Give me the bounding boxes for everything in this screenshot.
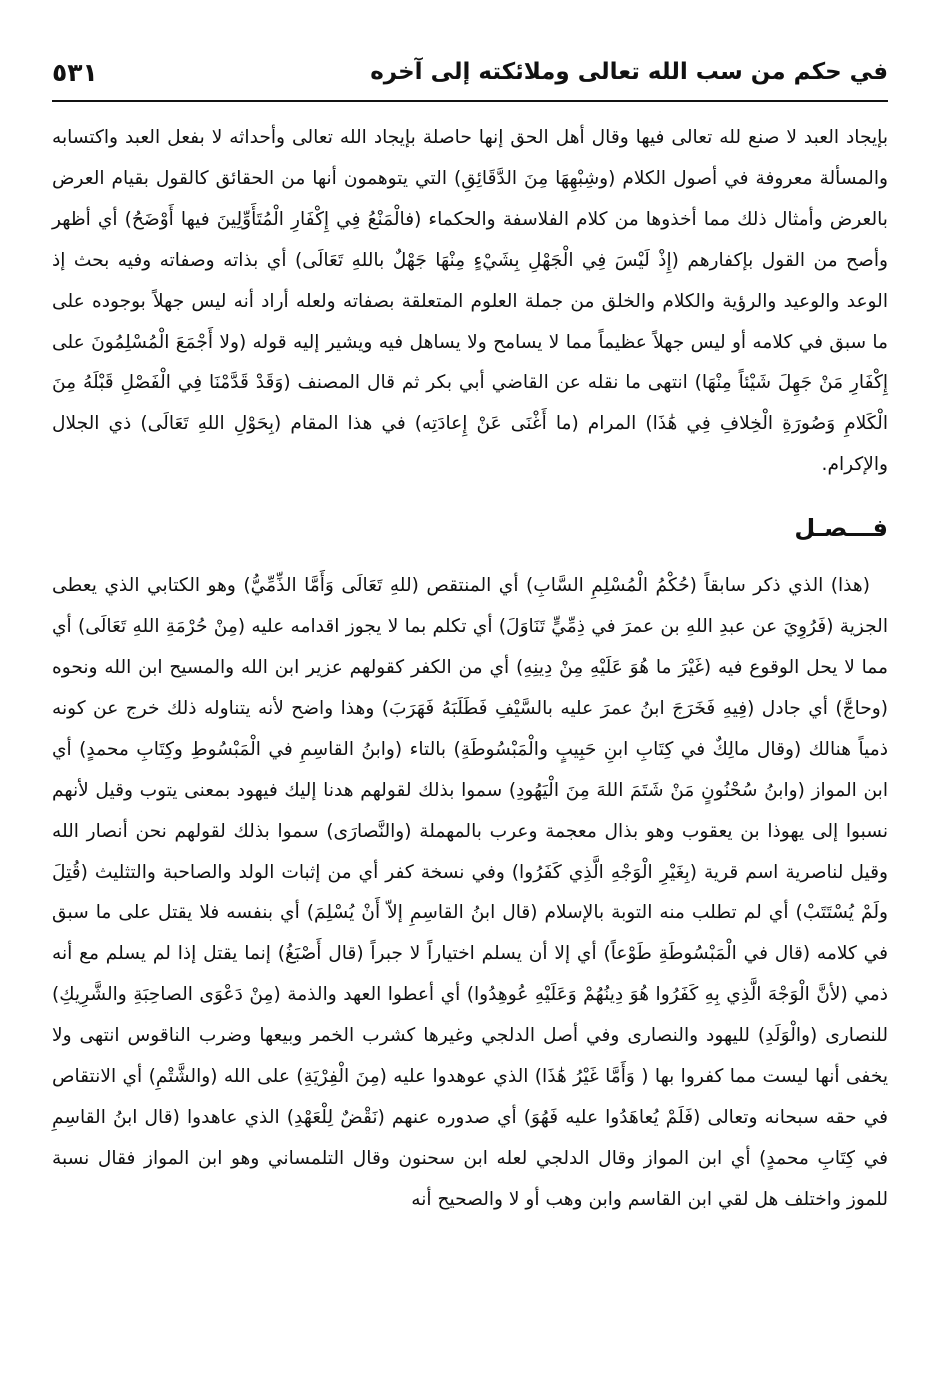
running-title: في حكم من سب الله تعالى وملائكته إلى آخره <box>370 59 888 85</box>
header-divider <box>52 100 888 102</box>
page-header <box>52 46 888 98</box>
page-number: ٥٣١ <box>52 57 98 87</box>
paragraph-2: (هذا) الذي ذكر سابقاً (حُكْمُ الْمُسْلِمِ السَّابِ) أي المنتقص (للهِ تَعَالَى وَأَمَّا الذِّمِّيُّ) وهو الكتابي الذي يعطى الجزية (فَرُوِيَ عن عبدِ اللهِ بن عمرَ في ذِمِّيٍّ تَنَاوَلَ) أي تكلم بما لا يجوز اقدامه عليه (مِنْ حُرْمَةِ اللهِ تَعَالَى) أي مما لا يحل الوقوع فيه (غَيْرَ ما هُوَ عَلَيْهِ مِنْ دِينِهِ) أي من الكفر كقولهم عزير ابن الله والمسيح ابن الله ونحوه (وحاجَّ) أي جادل (فِيهِ فَخَرَجَ ابنُ عمرَ عليه بالسَّيْفِ فَطَلَبَهُ فَهَرَبَ) وهذا واضح لأنه يتناوله ذلك خرج عن كونه ذمياً هنالك (وقال مالِكٌ في كِتَابِ ابنِ حَبِيبٍ والْمَبْسُوطَةِ) بالتاء (وابنُ القاسِمِ في الْمَبْسُوطِ وكِتَابِ محمدٍ) أي ابن المواز (وابنُ سُحْنُونٍ مَنْ شَتَمَ اللهَ مِنَ الْيَهُودِ) سموا بذلك لقولهم هدنا إليك فيهود بمعنى يتوب وقيل لأنهم نسبوا إلى يهوذا بن يعقوب وهو بذال معجمة وعرب بالمهملة (والنَّصارَى) سموا بذلك لقولهم نحن أنصار الله وقيل لناصرية اسم قرية (بِغَيْرِ الْوَجْهِ الَّذِي كَفَرُوا) وفي نسخة كفر أي من إثبات الولد والصاحبة والتثليث (قُتِلَ ولَمْ يُسْتَتَبْ) أي لم تطلب منه التوبة بالإسلام (قال ابنُ القاسِمِ إلاّ أَنْ يُسْلِمَ) أي بنفسه فلا يقتل على ما سبق في كلامه (قال في الْمَبْسُوطَةِ طَوْعاً) أي إلا أن يسلم اختياراً لا جبراً (قال أَصْبَغُ) إنما يقتل إذا لم يسلم مع أنه ذمي (لأنَّ الْوَجْهَ الَّذِي بِهِ كَفَرُوا هُوَ دِينُهُمْ وَعَلَيْهِ عُوهِدُوا) أي أعطوا العهد والذمة (مِنْ دَعْوَى الصاحِبَةِ والشَّرِيكِ) للنصارى (والْوَلَدِ) لليهود والنصارى وفي أصل الدلجي وغيرها كشرب الخمر وبيعها وضرب الناقوس انتهى ولا يخفى أنها ليست مما كفروا بها ( وَأَمَّا غَيْرُ هَٰذَا) الذي عوهدوا عليه (مِنَ الْفِرْيَةِ) على الله (والشَّتْمِ) أي الانتقاص في حقه سبحانه وتعالى (فَلَمْ يُعاهَدُوا عليه فَهُوَ) أي صدوره عنهم (نَقْضٌ لِلْعَهْدِ) الذي عاهدوا (قال ابنُ القاسِمِ في كِتَابِ محمدٍ) أي ابن المواز وقال الدلجي لعله ابن سحنون وقال التلمساني وهو ابن المواز فقال نسبة للموز واختلف هل لقي ابن القاسم وابن وهب أو لا والصحيح أنه <box>52 575 888 1210</box>
page-body <box>52 118 888 1221</box>
section-heading: فـــصـل <box>794 514 888 543</box>
paragraph-1: بإيجاد العبد لا صنع لله تعالى فيها وقال أهل الحق إنها حاصلة بإيجاد الله تعالى وأحداثه لا بفعل العبد واكتسابه والمسألة معروفة في أصول الكلام (وشِبْهِهَا مِنَ الدَّقَائِقِ) التي يتوهمون أنها من الحقائق كالقول بقيام العرض بالعرض وأمثال ذلك مما أخذوها من كلام الفلاسفة والحكماء (فالْمَنْعُ فِي إِكْفَارِ الْمُتَأَوِّلِينَ فيها أَوْضَحُ) أي أظهر وأصح من القول بإكفارهم (إِذْ لَيْسَ فِي الْجَهْلِ بِشَيْءٍ مِنْهَا جَهْلٌ باللهِ تَعَالَى) أي بذاته وصفاته وفيه بحث إذ الوعد والوعيد والرؤية والكلام والخلق من جملة العلوم المتعلقة بصفاته ولعله أراد أنه ليس جهلاً بوجوده على ما سبق في كلامه أو ليس جهلاً عظيماً مما لا يسامح ولا يساهل فيه ويشير إليه قوله (ولا أَجْمَعَ الْمُسْلِمُونَ على إِكْفَارِ مَنْ جَهِلَ شَيْئاً مِنْهَا) انتهى ما نقله عن القاضي أبي بكر ثم قال المصنف (وَقَدْ قَدَّمْنَا فِي الْفَصْلِ قَبْلَهُ مِنَ الْكَلامِ وَصُورَةِ الْخِلافِ فِي هَٰذَا) المرام (ما أَغْنَى عَنْ إِعادَتِه) في هذا المقام (بِحَوْلِ اللهِ تَعَالَى) ذي الجلال والإكرام. <box>52 127 888 476</box>
